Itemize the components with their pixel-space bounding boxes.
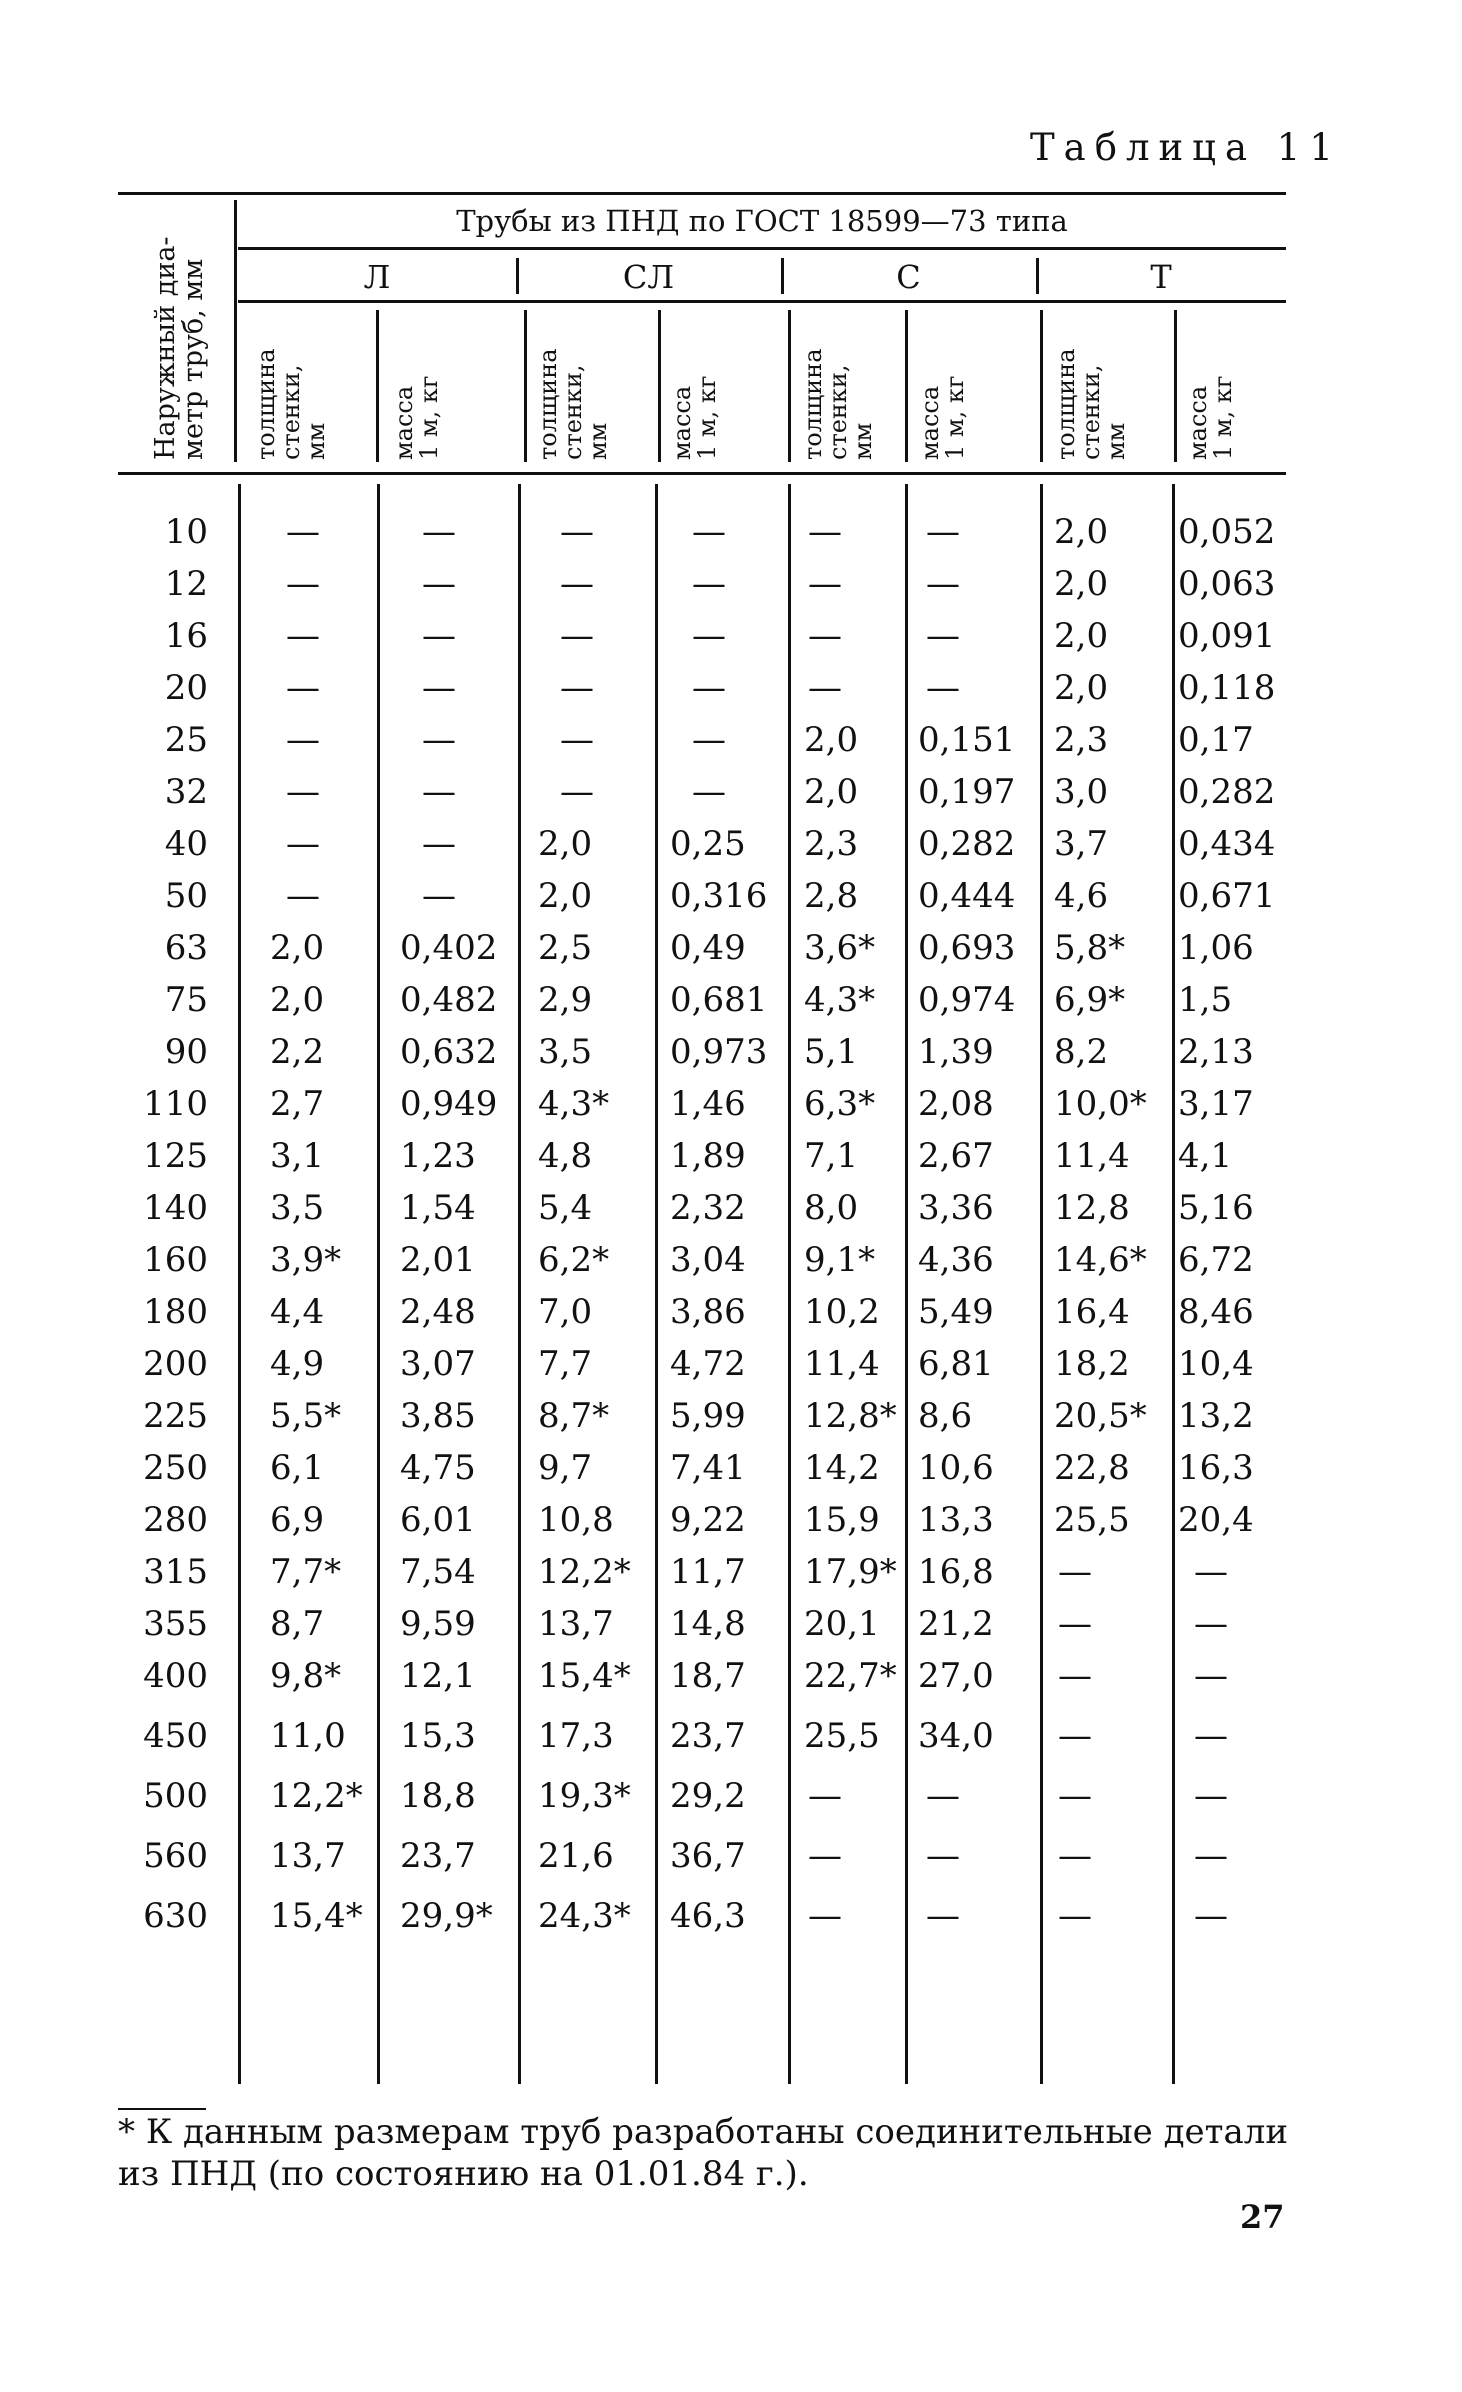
mass-cell: 2,08 xyxy=(918,1084,994,1124)
mass-cell: 0,052 xyxy=(1178,512,1276,552)
thickness-cell: 8,0 xyxy=(804,1188,859,1228)
mass-cell: 2,48 xyxy=(400,1292,476,1332)
diameter-cell: 355 xyxy=(143,1604,208,1644)
table-row xyxy=(118,1032,1286,1086)
thickness-cell: 3,5 xyxy=(270,1188,325,1228)
mass-cell: 9,59 xyxy=(400,1604,476,1644)
diameter-cell: 90 xyxy=(164,1032,208,1072)
mass-cell: 2,32 xyxy=(670,1188,746,1228)
group-label-t: Т xyxy=(1150,258,1172,296)
diameter-cell: 20 xyxy=(164,668,208,708)
thickness-cell: — xyxy=(560,772,594,812)
thickness-cell: 8,7* xyxy=(538,1396,610,1436)
mass-cell: 7,41 xyxy=(670,1448,746,1488)
thickness-cell: 4,6 xyxy=(1054,876,1109,916)
mass-cell: 5,49 xyxy=(918,1292,994,1332)
mass-cell: 16,3 xyxy=(1178,1448,1254,1488)
thickness-cell: 17,9* xyxy=(804,1552,897,1592)
thickness-cell: 2,0 xyxy=(1054,616,1109,656)
mass-cell: 10,6 xyxy=(918,1448,994,1488)
mass-cell: 0,197 xyxy=(918,772,1016,812)
mass-cell: — xyxy=(692,616,726,656)
header-divider xyxy=(234,200,237,462)
mass-cell: — xyxy=(1194,1656,1228,1696)
table-row xyxy=(118,772,1286,826)
mass-cell: — xyxy=(692,564,726,604)
mass-cell: — xyxy=(422,720,456,760)
group-header-rule xyxy=(238,300,1286,303)
diameter-cell: 16 xyxy=(164,616,208,656)
mass-cell: 0,316 xyxy=(670,876,768,916)
table-top-rule xyxy=(118,192,1286,195)
thickness-cell: — xyxy=(560,668,594,708)
header-divider xyxy=(376,310,379,462)
table-row xyxy=(118,928,1286,982)
mass-cell: 1,5 xyxy=(1178,980,1233,1020)
thickness-cell: — xyxy=(286,876,320,916)
mass-cell: 5,99 xyxy=(670,1396,746,1436)
mass-cell: 1,54 xyxy=(400,1188,476,1228)
thickness-cell: 9,8* xyxy=(270,1656,342,1696)
thickness-cell: 11,4 xyxy=(804,1344,880,1384)
mass-cell: 7,54 xyxy=(400,1552,476,1592)
diameter-cell: 315 xyxy=(143,1552,208,1592)
diameter-cell: 200 xyxy=(143,1344,208,1384)
mass-cell: — xyxy=(422,616,456,656)
mass-cell: 13,3 xyxy=(918,1500,994,1540)
table-row xyxy=(118,1500,1286,1554)
diameter-cell: 25 xyxy=(164,720,208,760)
diameter-cell: 630 xyxy=(143,1896,208,1936)
mass-cell: 10,4 xyxy=(1178,1344,1254,1384)
table-row xyxy=(118,512,1286,566)
mass-cell: — xyxy=(422,824,456,864)
mass-cell: 0,974 xyxy=(918,980,1016,1020)
mass-cell: 6,72 xyxy=(1178,1240,1254,1280)
header-divider xyxy=(788,310,791,462)
table-row xyxy=(118,564,1286,618)
mass-cell: 0,063 xyxy=(1178,564,1276,604)
table-row xyxy=(118,1604,1286,1658)
mass-cell: 29,2 xyxy=(670,1776,746,1816)
table-row xyxy=(118,616,1286,670)
thickness-cell: 7,1 xyxy=(804,1136,859,1176)
diameter-cell: 225 xyxy=(143,1396,208,1436)
mass-cell: — xyxy=(422,564,456,604)
mass-cell: 4,75 xyxy=(400,1448,476,1488)
table-row xyxy=(118,1552,1286,1606)
mass-cell: 29,9* xyxy=(400,1896,493,1936)
mass-cell: 0,402 xyxy=(400,928,498,968)
mass-cell: 0,482 xyxy=(400,980,498,1020)
mass-cell: 0,693 xyxy=(918,928,1016,968)
thickness-cell: 2,3 xyxy=(804,824,859,864)
thickness-cell: 5,8* xyxy=(1054,928,1126,968)
mass-cell: 3,36 xyxy=(918,1188,994,1228)
thickness-cell: 16,4 xyxy=(1054,1292,1130,1332)
main-header-rule xyxy=(238,247,1286,250)
thickness-cell: 2,0 xyxy=(270,980,325,1020)
thickness-cell: 24,3* xyxy=(538,1896,631,1936)
thickness-cell: 2,0 xyxy=(538,876,593,916)
thickness-cell: 25,5 xyxy=(804,1716,880,1756)
thickness-cell: — xyxy=(560,720,594,760)
mass-cell: 0,25 xyxy=(670,824,746,864)
table-row xyxy=(118,720,1286,774)
mass-cell: 1,23 xyxy=(400,1136,476,1176)
diameter-cell: 500 xyxy=(143,1776,208,1816)
thickness-cell: 5,4 xyxy=(538,1188,593,1228)
mass-cell: 8,6 xyxy=(918,1396,973,1436)
thickness-cell: 12,2* xyxy=(538,1552,631,1592)
mass-cell: — xyxy=(926,616,960,656)
thickness-cell: 6,3* xyxy=(804,1084,876,1124)
diameter-cell: 250 xyxy=(143,1448,208,1488)
mass-cell: — xyxy=(926,1896,960,1936)
thickness-cell: 3,6* xyxy=(804,928,876,968)
thickness-cell: — xyxy=(286,512,320,552)
thickness-cell: 9,1* xyxy=(804,1240,876,1280)
mass-cell: 4,36 xyxy=(918,1240,994,1280)
mass-cell: 12,1 xyxy=(400,1656,476,1696)
thickness-cell: — xyxy=(560,616,594,656)
mass-cell: — xyxy=(926,1836,960,1876)
mass-cell: — xyxy=(692,772,726,812)
thickness-cell: — xyxy=(808,1776,842,1816)
thickness-cell: 10,2 xyxy=(804,1292,880,1332)
mass-cell: — xyxy=(422,512,456,552)
thickness-cell: 4,9 xyxy=(270,1344,325,1384)
thickness-cell: 4,4 xyxy=(270,1292,325,1332)
mass-cell: 11,7 xyxy=(670,1552,746,1592)
diameter-cell: 125 xyxy=(143,1136,208,1176)
thickness-cell: 22,8 xyxy=(1054,1448,1130,1488)
diameter-cell: 75 xyxy=(164,980,208,1020)
thickness-cell: — xyxy=(286,668,320,708)
thickness-cell: 2,7 xyxy=(270,1084,325,1124)
thickness-cell: 8,7 xyxy=(270,1604,325,1644)
thickness-cell: — xyxy=(560,512,594,552)
thickness-cell: — xyxy=(286,564,320,604)
mass-cell: 18,8 xyxy=(400,1776,476,1816)
mass-cell: 0,949 xyxy=(400,1084,498,1124)
thickness-cell: 6,9 xyxy=(270,1500,325,1540)
diameter-cell: 450 xyxy=(143,1716,208,1756)
thickness-cell: 3,0 xyxy=(1054,772,1109,812)
mass-cell: 3,17 xyxy=(1178,1084,1254,1124)
thickness-cell: 2,3 xyxy=(1054,720,1109,760)
header-divider xyxy=(524,310,527,462)
thickness-cell: 13,7 xyxy=(538,1604,614,1644)
group-label-sl: СЛ xyxy=(622,258,675,296)
thickness-cell: 21,6 xyxy=(538,1836,614,1876)
pipe-table: Наружный диа- метр труб, мм Трубы из ПНД по ГОСТ 18599—73 типа Л СЛ С Т толщина стенки, мм масса 1 м, кг толщина стенки, мм масса 1 м, кг толщина стенки, мм масса 1 м, кг толщина стенки, мм масса 1 м, кг 10 — — — — — — 2,0 0,052 12 — — — — — — 2,0 0,063 16 — — — — — — 2,0 0,091 20 — — — — — — 2,0 0,118 25 — — — — 2,0 0,151 2,3 0,17 32 — — — — 2,0 0,197 3,0 0,282 40 — — 2,0 0,25 2,3 0,282 3,7 0,434 50 — — 2,0 0,316 2,8 0,444 4,6 0,671 63 2,0 0,402 2,5 0,49 3,6* 0,693 5,8* 1,06 75 2,0 0,482 2,9 0,681 4,3* 0,974 6,9* 1,5 90 2,2 0,632 3,5 0,973 5,1 1,39 8,2 2,13 110 2,7 0,949 4,3* 1,46 6,3* 2,08 10,0* 3,17 125 3,1 1,23 4,8 1,89 7,1 2,67 11,4 4,1 140 3,5 1,54 5,4 2,32 8,0 3,36 12,8 5,16 160 3,9* 2,01 6,2* 3,04 9,1* 4,36 14,6* 6,72 180 4,4 2,48 7,0 3,86 10,2 5,49 16,4 8,46 200 4,9 3,07 7,7 4,72 11,4 6,81 18,2 10,4 225 5,5* 3,85 8,7* 5,99 12,8* 8,6 20,5* 13,2 250 6,1 4,75 9,7 7,41 14,2 10,6 22,8 16,3 280 6,9 6,01 10,8 9,22 15,9 13,3 25,5 20,4 315 7,7* 7,54 12,2* 11,7 17,9* 16,8 — — 355 8,7 9,59 13,7 14,8 20,1 21,2 — — 400 9,8* 12,1 15,4* 18,7 22,7* 27,0 — — 450 11,0 15,3 17,3 23,7 25,5 34,0 — — 500 12,2* 18,8 19,3* 29,2 — — — — 560 13,7 23,7 21,6 36,7 — — — — 630 15,4* 29,9* 24,3* 46,3 — — — — xyxy=(118,192,1286,2084)
diameter-cell: 32 xyxy=(164,772,208,812)
thickness-cell: 2,9 xyxy=(538,980,593,1020)
mass-cell: 23,7 xyxy=(670,1716,746,1756)
table-caption: Таблица 11 xyxy=(1030,126,1342,169)
mass-cell: 36,7 xyxy=(670,1836,746,1876)
thickness-cell: — xyxy=(808,512,842,552)
mass-cell: — xyxy=(926,564,960,604)
header-divider xyxy=(1174,310,1177,462)
thickness-cell: — xyxy=(1058,1656,1092,1696)
table-row xyxy=(118,1396,1286,1450)
thickness-cell: — xyxy=(1058,1552,1092,1592)
thickness-cell: — xyxy=(808,668,842,708)
table-row xyxy=(118,1240,1286,1294)
diameter-cell: 160 xyxy=(143,1240,208,1280)
thickness-cell: 20,1 xyxy=(804,1604,880,1644)
thickness-cell: 6,9* xyxy=(1054,980,1126,1020)
thickness-cell: — xyxy=(286,720,320,760)
table-row xyxy=(118,668,1286,722)
thickness-cell: 6,2* xyxy=(538,1240,610,1280)
mass-cell: 3,85 xyxy=(400,1396,476,1436)
mass-cell: 0,49 xyxy=(670,928,746,968)
mass-cell: 0,091 xyxy=(1178,616,1276,656)
mass-cell: 14,8 xyxy=(670,1604,746,1644)
thickness-cell: 11,4 xyxy=(1054,1136,1130,1176)
thickness-cell: 4,8 xyxy=(538,1136,593,1176)
table-row xyxy=(118,824,1286,878)
thickness-cell: 15,4* xyxy=(270,1896,363,1936)
table-row xyxy=(118,1896,1286,1950)
thickness-cell: — xyxy=(808,1836,842,1876)
mass-cell: 5,16 xyxy=(1178,1188,1254,1228)
mass-cell: 0,632 xyxy=(400,1032,498,1072)
mass-cell: 0,434 xyxy=(1178,824,1276,864)
mass-cell: 0,282 xyxy=(918,824,1016,864)
mass-cell: — xyxy=(926,668,960,708)
header-divider xyxy=(658,310,661,462)
thickness-cell: 13,7 xyxy=(270,1836,346,1876)
thickness-cell: 3,1 xyxy=(270,1136,325,1176)
mass-cell: 20,4 xyxy=(1178,1500,1254,1540)
mass-cell: — xyxy=(926,512,960,552)
thickness-cell: 18,2 xyxy=(1054,1344,1130,1384)
diameter-cell: 63 xyxy=(164,928,208,968)
thickness-cell: 3,5 xyxy=(538,1032,593,1072)
thickness-cell: — xyxy=(1058,1896,1092,1936)
thickness-cell: 2,0 xyxy=(1054,564,1109,604)
thickness-cell: — xyxy=(1058,1604,1092,1644)
thickness-cell: 8,2 xyxy=(1054,1032,1109,1072)
thickness-cell: 20,5* xyxy=(1054,1396,1147,1436)
table-row xyxy=(118,1344,1286,1398)
table-row xyxy=(118,1656,1286,1710)
thickness-cell: 2,0 xyxy=(538,824,593,864)
thickness-cell: 9,7 xyxy=(538,1448,593,1488)
mass-cell: 23,7 xyxy=(400,1836,476,1876)
thickness-cell: 3,9* xyxy=(270,1240,342,1280)
thickness-cell: 2,0 xyxy=(1054,512,1109,552)
thickness-cell: 3,7 xyxy=(1054,824,1109,864)
mass-cell: 0,151 xyxy=(918,720,1016,760)
mass-cell: — xyxy=(422,772,456,812)
mass-cell: 46,3 xyxy=(670,1896,746,1936)
footnote-rule xyxy=(118,2108,206,2110)
thickness-cell: — xyxy=(286,616,320,656)
mass-cell: 15,3 xyxy=(400,1716,476,1756)
mass-cell: — xyxy=(692,512,726,552)
mass-cell: 3,07 xyxy=(400,1344,476,1384)
diameter-cell: 40 xyxy=(164,824,208,864)
thickness-cell: 2,0 xyxy=(270,928,325,968)
thickness-cell: 25,5 xyxy=(1054,1500,1130,1540)
mass-cell: 34,0 xyxy=(918,1716,994,1756)
mass-cell: 1,89 xyxy=(670,1136,746,1176)
table-row xyxy=(118,1716,1286,1770)
group-label-s: С xyxy=(896,258,921,296)
diameter-cell: 180 xyxy=(143,1292,208,1332)
thickness-cell: — xyxy=(808,1896,842,1936)
header-outer-diameter-text: Наружный диа- метр труб, мм xyxy=(150,236,210,460)
table-row xyxy=(118,980,1286,1034)
header-main-title: Трубы из ПНД по ГОСТ 18599—73 типа xyxy=(456,204,1068,238)
table-row xyxy=(118,876,1286,930)
thickness-cell: 4,3* xyxy=(538,1084,610,1124)
mass-cell: 6,01 xyxy=(400,1500,476,1540)
thickness-cell: 4,3* xyxy=(804,980,876,1020)
mass-cell: — xyxy=(422,876,456,916)
mass-cell: 2,67 xyxy=(918,1136,994,1176)
mass-cell: 21,2 xyxy=(918,1604,994,1644)
table-row xyxy=(118,1292,1286,1346)
mass-cell: 8,46 xyxy=(1178,1292,1254,1332)
thickness-cell: 10,8 xyxy=(538,1500,614,1540)
thickness-cell: 2,0 xyxy=(804,720,859,760)
mass-cell: 27,0 xyxy=(918,1656,994,1696)
thickness-cell: 17,3 xyxy=(538,1716,614,1756)
mass-cell: 0,973 xyxy=(670,1032,768,1072)
thickness-cell: — xyxy=(286,772,320,812)
mass-cell: — xyxy=(422,668,456,708)
table-row xyxy=(118,1136,1286,1190)
diameter-cell: 12 xyxy=(164,564,208,604)
thickness-cell: 2,0 xyxy=(804,772,859,812)
thickness-cell: 7,0 xyxy=(538,1292,593,1332)
thickness-cell: — xyxy=(808,616,842,656)
thickness-cell: 19,3* xyxy=(538,1776,631,1816)
thickness-cell: — xyxy=(286,824,320,864)
thickness-cell: 5,5* xyxy=(270,1396,342,1436)
mass-cell: 1,46 xyxy=(670,1084,746,1124)
mass-cell: 18,7 xyxy=(670,1656,746,1696)
thickness-cell: 5,1 xyxy=(804,1032,859,1072)
mass-cell: 3,04 xyxy=(670,1240,746,1280)
mass-cell: 4,1 xyxy=(1178,1136,1233,1176)
thickness-cell: 7,7* xyxy=(270,1552,342,1592)
mass-cell: 0,282 xyxy=(1178,772,1276,812)
mass-cell: 3,86 xyxy=(670,1292,746,1332)
thickness-cell: 22,7* xyxy=(804,1656,897,1696)
thickness-cell: 14,6* xyxy=(1054,1240,1147,1280)
mass-cell: — xyxy=(1194,1776,1228,1816)
mass-cell: 0,17 xyxy=(1178,720,1254,760)
page-number: 27 xyxy=(1240,2198,1285,2236)
mass-cell: 2,01 xyxy=(400,1240,476,1280)
thickness-cell: 14,2 xyxy=(804,1448,880,1488)
mass-cell: — xyxy=(1194,1716,1228,1756)
thickness-cell: 10,0* xyxy=(1054,1084,1147,1124)
mass-cell: 1,06 xyxy=(1178,928,1254,968)
mass-cell: 0,444 xyxy=(918,876,1016,916)
thickness-cell: 2,0 xyxy=(1054,668,1109,708)
thickness-cell: 6,1 xyxy=(270,1448,325,1488)
diameter-cell: 400 xyxy=(143,1656,208,1696)
header-divider xyxy=(905,310,908,462)
mass-cell: — xyxy=(1194,1552,1228,1592)
table-row xyxy=(118,1448,1286,1502)
thickness-cell: 15,4* xyxy=(538,1656,631,1696)
diameter-cell: 280 xyxy=(143,1500,208,1540)
thickness-cell: 2,8 xyxy=(804,876,859,916)
thickness-cell: 15,9 xyxy=(804,1500,880,1540)
mass-cell: 16,8 xyxy=(918,1552,994,1592)
mass-cell: — xyxy=(1194,1604,1228,1644)
diameter-cell: 560 xyxy=(143,1836,208,1876)
mass-cell: 0,681 xyxy=(670,980,768,1020)
mass-cell: — xyxy=(692,720,726,760)
mass-cell: 4,72 xyxy=(670,1344,746,1384)
header-divider xyxy=(1040,310,1043,462)
mass-cell: 1,39 xyxy=(918,1032,994,1072)
diameter-cell: 110 xyxy=(143,1084,208,1124)
mass-cell: 6,81 xyxy=(918,1344,994,1384)
header-bottom-rule xyxy=(118,472,1286,475)
mass-cell: 2,13 xyxy=(1178,1032,1254,1072)
thickness-cell: — xyxy=(1058,1776,1092,1816)
table-row xyxy=(118,1776,1286,1830)
mass-cell: 13,2 xyxy=(1178,1396,1254,1436)
thickness-cell: 2,5 xyxy=(538,928,593,968)
group-label-l: Л xyxy=(363,258,391,296)
thickness-cell: 12,2* xyxy=(270,1776,363,1816)
thickness-cell: 12,8* xyxy=(804,1396,897,1436)
mass-cell: — xyxy=(1194,1896,1228,1936)
thickness-cell: 2,2 xyxy=(270,1032,325,1072)
footnote: * К данным размерам труб разработаны соединительные детали из ПНД (по состоянию на 01.01.84 г.). xyxy=(118,2112,1288,2194)
thickness-cell: — xyxy=(808,564,842,604)
thickness-cell: — xyxy=(1058,1716,1092,1756)
thickness-cell: 12,8 xyxy=(1054,1188,1130,1228)
mass-cell: 9,22 xyxy=(670,1500,746,1540)
mass-cell: — xyxy=(692,668,726,708)
table-row xyxy=(118,1188,1286,1242)
mass-cell: 0,118 xyxy=(1178,668,1276,708)
diameter-cell: 140 xyxy=(143,1188,208,1228)
table-row xyxy=(118,1836,1286,1890)
mass-cell: — xyxy=(1194,1836,1228,1876)
thickness-cell: — xyxy=(560,564,594,604)
thickness-cell: — xyxy=(1058,1836,1092,1876)
mass-cell: 0,671 xyxy=(1178,876,1276,916)
diameter-cell: 10 xyxy=(164,512,208,552)
mass-cell: — xyxy=(926,1776,960,1816)
table-row xyxy=(118,1084,1286,1138)
thickness-cell: 11,0 xyxy=(270,1716,346,1756)
diameter-cell: 50 xyxy=(164,876,208,916)
thickness-cell: 7,7 xyxy=(538,1344,593,1384)
